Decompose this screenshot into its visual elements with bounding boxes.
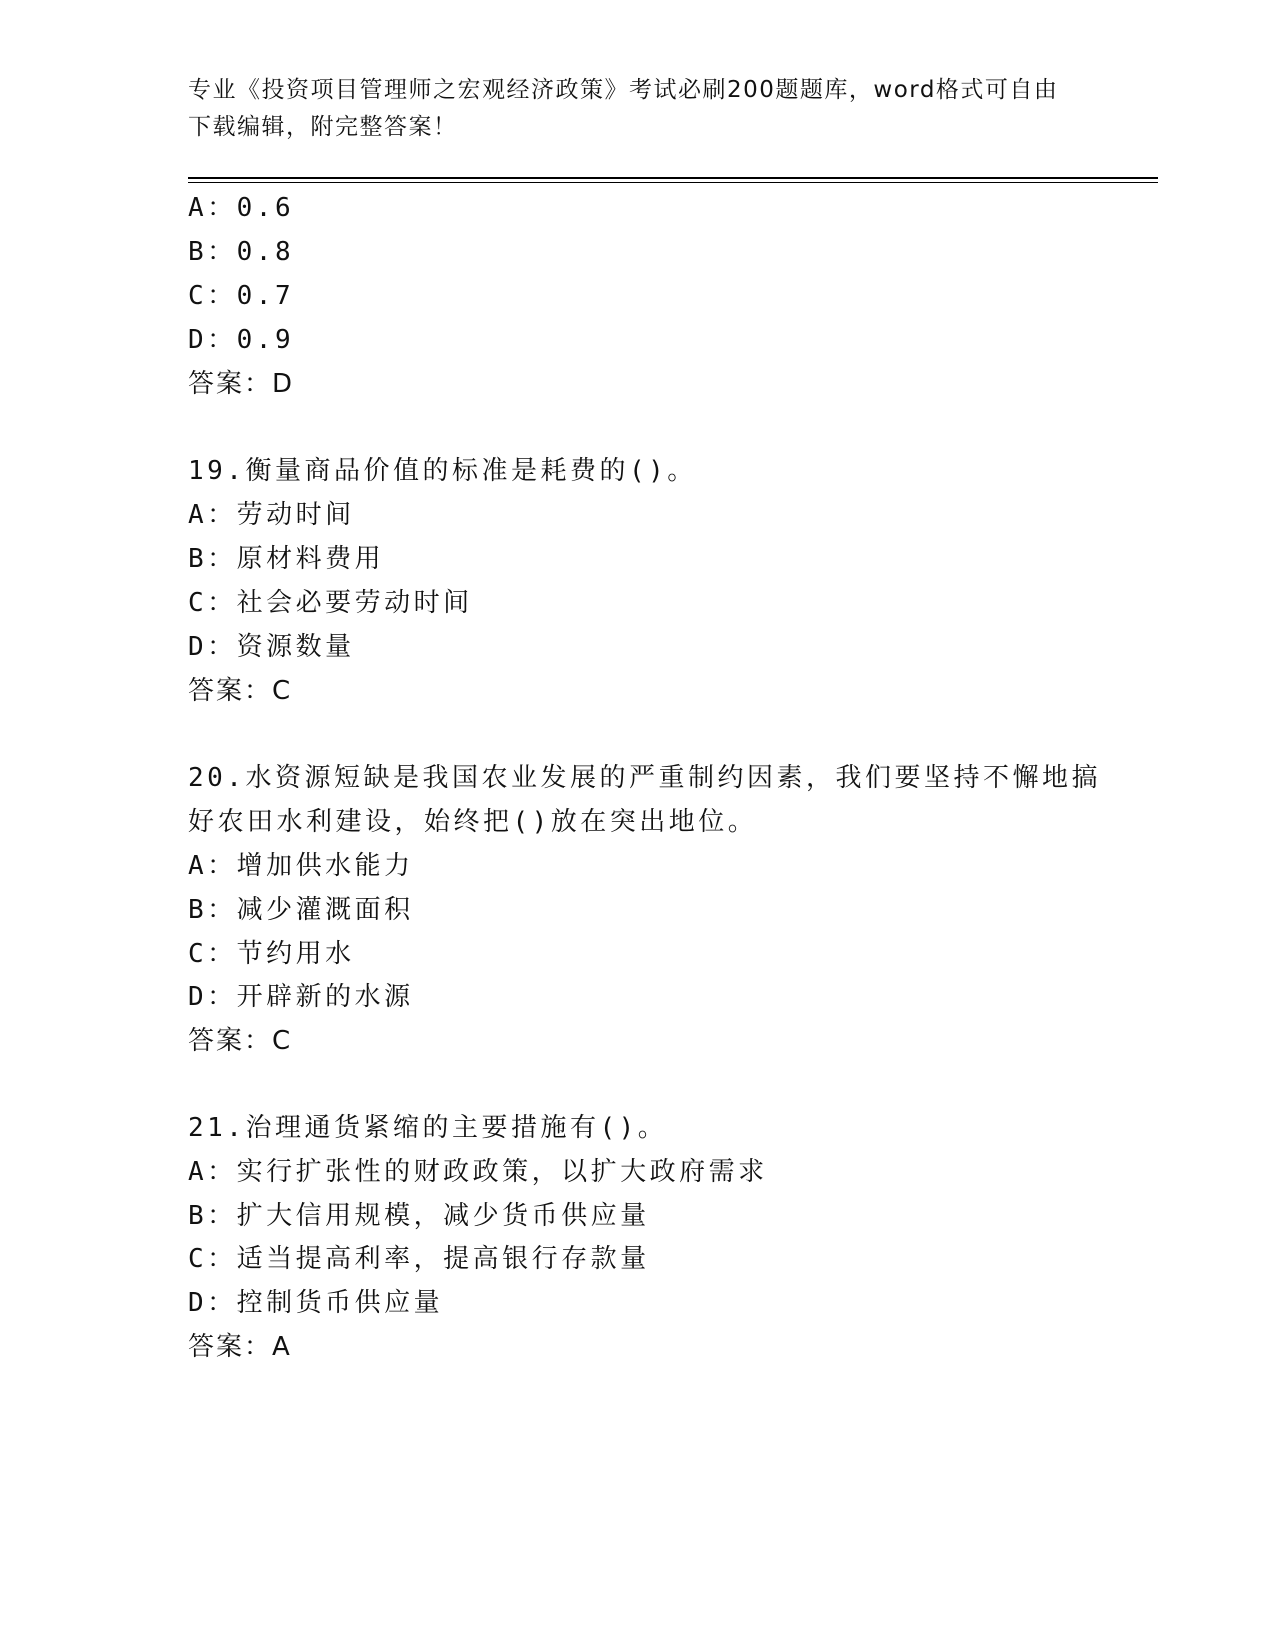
prev-option-c: C：0.7 (188, 281, 295, 311)
q20-option-b: B：减少灌溉面积 (188, 895, 414, 925)
q19-stem: 19.衡量商品价值的标准是耗费的()。 (188, 456, 697, 486)
header-divider-thick (188, 177, 1158, 179)
q21-stem: 21.治理通货紧缩的主要措施有()。 (188, 1113, 668, 1143)
q21-option-c: C：适当提高利率，提高银行存款量 (188, 1244, 650, 1274)
q21-option-d: D：控制货币供应量 (188, 1288, 444, 1318)
header-divider-thin (188, 182, 1158, 183)
prev-option-b: B：0.8 (188, 237, 295, 267)
q20-stem-line-1: 20.水资源短缺是我国农业发展的严重制约因素，我们要坚持不懈地搞 (188, 763, 1101, 793)
prev-option-a: A：0.6 (188, 193, 295, 223)
document-header (188, 72, 1068, 146)
q19-option-d: D：资源数量 (188, 632, 355, 662)
q20-option-c: C：节约用水 (188, 939, 355, 969)
q19-option-a: A：劳动时间 (188, 500, 355, 530)
q20-option-d: D：开辟新的水源 (188, 982, 414, 1012)
q21-answer: 答案：A (188, 1332, 292, 1362)
q20-stem-line-2: 好农田水利建设，始终把()放在突出地位。 (188, 807, 758, 837)
q19-option-c: C：社会必要劳动时间 (188, 588, 473, 618)
q19-answer: 答案：C (188, 676, 293, 706)
q21-option-b: B：扩大信用规模，减少货币供应量 (188, 1201, 650, 1231)
q20-answer: 答案：C (188, 1026, 293, 1056)
q20-option-a: A：增加供水能力 (188, 851, 414, 881)
prev-option-d: D：0.9 (188, 325, 295, 355)
header-line-2: 下载编辑，附完整答案！ (188, 114, 458, 140)
header-line-1: 专业《投资项目管理师之宏观经济政策》考试必刷200题题库，word格式可自由 (188, 77, 1059, 103)
q19-option-b: B：原材料费用 (188, 544, 385, 574)
q21-option-a: A：实行扩张性的财政政策，以扩大政府需求 (188, 1157, 768, 1187)
prev-answer: 答案：D (188, 369, 295, 399)
